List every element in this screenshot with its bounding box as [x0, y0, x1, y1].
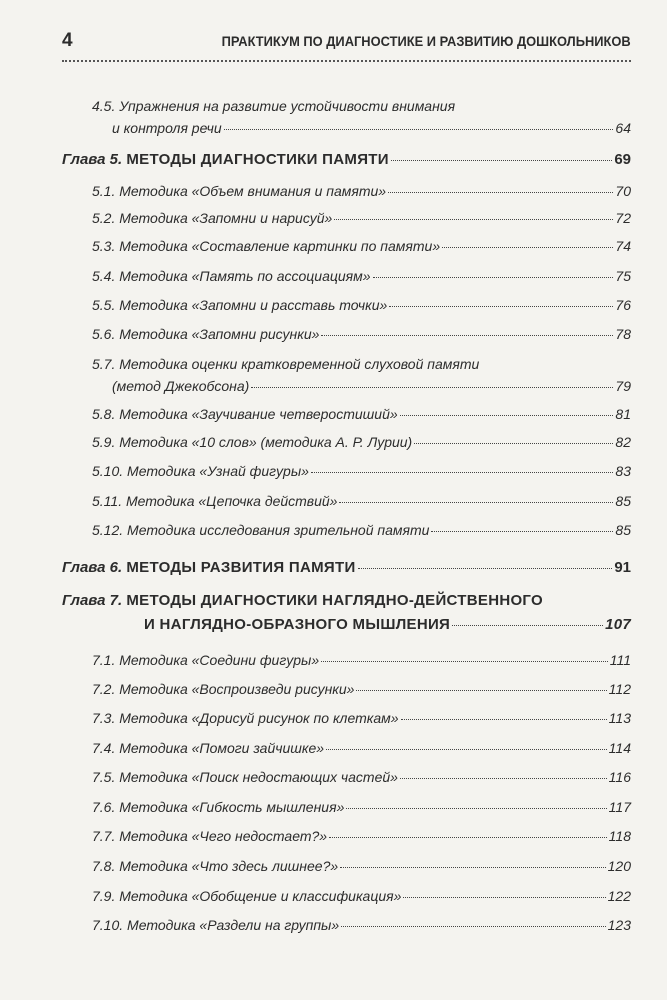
toc-entry-title: 5.11. Методика «Цепочка действий» [92, 493, 338, 509]
toc-entry-title: и контроля речи [112, 120, 222, 136]
dot-leader [321, 335, 613, 336]
toc-entry-title: 5.3. Методика «Составление картинки по памяти» [92, 238, 441, 254]
dot-leader [346, 808, 606, 809]
toc-entry-title: 5.10. Методика «Узнай фигуры» [92, 463, 309, 479]
dot-leader [251, 387, 613, 388]
toc-entry [92, 98, 631, 114]
dot-leader [403, 897, 605, 898]
toc-entry-title: 7.10. Методика «Раздели на группы» [92, 917, 340, 933]
dot-leader [339, 502, 613, 503]
dot-leader [401, 719, 607, 720]
toc-entry-title: 7.7. Методика «Чего недостает?» [92, 828, 328, 844]
toc-entry-title: 7.8. Методика «Что здесь лишнее?» [92, 858, 339, 874]
chapter-label: Глава 5. [62, 151, 123, 168]
toc-chapter [62, 592, 631, 609]
toc-entry-page: 114 [608, 740, 631, 756]
dot-leader [329, 837, 607, 838]
toc-entry-page: 69 [614, 151, 631, 168]
toc-entry [92, 917, 631, 933]
toc-entry-title: 5.2. Методика «Запомни и нарисуй» [92, 210, 333, 226]
dot-leader [326, 749, 607, 750]
dot-leader [358, 568, 613, 569]
toc-entry-title: (метод Джекобсона) [112, 378, 250, 394]
toc-entry-title: 5.9. Методика «10 слов» (методика А. Р. Лурии) [92, 434, 413, 450]
toc-entry [92, 183, 631, 199]
toc-entry [92, 297, 631, 313]
chapter-label: Глава 6. [62, 559, 123, 576]
toc-entry [92, 888, 631, 904]
toc-entry-page: 83 [615, 463, 631, 479]
toc-entry [92, 268, 631, 284]
dot-leader [388, 192, 613, 193]
toc-entry-page: 111 [609, 652, 631, 668]
toc-entry-page: 70 [615, 183, 631, 199]
toc-entry [92, 326, 631, 342]
toc-entry-page: 79 [615, 378, 631, 394]
dot-leader [389, 306, 613, 307]
toc-entry-page: 81 [615, 406, 631, 422]
toc-entry-page: 85 [615, 493, 631, 509]
toc-entry [92, 210, 631, 226]
toc-entry [92, 406, 631, 422]
toc-entry [92, 681, 631, 697]
toc-entry [92, 434, 631, 450]
toc-entry-page: 123 [607, 917, 631, 933]
toc-chapter-continued [144, 616, 631, 633]
toc-entry-page: 82 [615, 434, 631, 450]
toc-entry [92, 799, 631, 815]
toc-entry [92, 356, 631, 372]
toc-entry-title: 5.1. Методика «Объем внимания и памяти» [92, 183, 387, 199]
toc-entry-title: 7.9. Методика «Обобщение и классификация» [92, 888, 402, 904]
toc-entry [92, 463, 631, 479]
running-title: ПРАКТИКУМ ПО ДИАГНОСТИКЕ И РАЗВИТИЮ ДОШКОЛЬНИКОВ [221, 33, 631, 49]
toc-entry-page: 112 [608, 681, 631, 697]
toc-entry-page: 107 [605, 616, 631, 633]
toc-entry-page: 85 [615, 522, 631, 538]
toc-entry [112, 378, 631, 394]
dot-leader [373, 277, 614, 278]
dot-leader [356, 690, 606, 691]
toc-entry [92, 652, 631, 668]
page-number: 4 [62, 30, 73, 51]
toc-entry-title: 7.5. Методика «Поиск недостающих частей» [92, 769, 398, 785]
toc-entry-page: 117 [608, 799, 631, 815]
toc-entry-title: 5.6. Методика «Запомни рисунки» [92, 326, 320, 342]
toc-entry-title: 5.8. Методика «Заучивание четверостиший» [92, 406, 398, 422]
chapter-title: МЕТОДЫ ДИАГНОСТИКИ ПАМЯТИ [126, 151, 389, 168]
toc-entry [112, 120, 631, 136]
toc-chapter [62, 559, 631, 576]
toc-entry-title: 5.7. Методика оценки кратковременной слуховой памяти [92, 356, 480, 372]
dot-leader [442, 247, 613, 248]
toc-entry-title: 7.4. Методика «Помоги зайчишке» [92, 740, 325, 756]
dot-leader [311, 472, 613, 473]
toc-entry-title: 7.3. Методика «Дорисуй рисунок по клеткам» [92, 710, 399, 726]
toc-entry-title: 5.12. Методика исследования зрительной памяти [92, 522, 430, 538]
toc-entry-page: 118 [608, 828, 631, 844]
dot-leader [334, 219, 613, 220]
toc-entry [92, 238, 631, 254]
toc-entry [92, 710, 631, 726]
toc-entry-page: 78 [615, 326, 631, 342]
toc-entry [92, 828, 631, 844]
toc-entry-page: 76 [615, 297, 631, 313]
dot-leader [400, 778, 607, 779]
toc-entry-title: 7.6. Методика «Гибкость мышления» [92, 799, 345, 815]
toc-chapter [62, 151, 631, 168]
dot-leader [340, 867, 605, 868]
toc-entry [92, 493, 631, 509]
toc-entry [92, 769, 631, 785]
chapter-title: МЕТОДЫ РАЗВИТИЯ ПАМЯТИ [126, 559, 356, 576]
toc-entry-title: 5.5. Методика «Запомни и расставь точки» [92, 297, 388, 313]
toc-entry-page: 74 [615, 238, 631, 254]
toc-entry-page: 116 [608, 769, 631, 785]
toc-entry-page: 64 [615, 120, 631, 136]
chapter-title: И НАГЛЯДНО-ОБРАЗНОГО МЫШЛЕНИЯ [144, 616, 451, 633]
dot-leader [414, 443, 613, 444]
dot-leader [431, 531, 613, 532]
toc-entry-page: 72 [615, 210, 631, 226]
toc-entry-page: 122 [607, 888, 631, 904]
toc-entry-title: 4.5. Упражнения на развитие устойчивости внимания [92, 98, 456, 114]
toc-entry [92, 740, 631, 756]
dot-leader [321, 661, 608, 662]
dot-leader [391, 160, 612, 161]
chapter-title: МЕТОДЫ ДИАГНОСТИКИ НАГЛЯДНО-ДЕЙСТВЕННОГО [126, 592, 544, 609]
dot-leader [341, 926, 606, 927]
toc-entry-page: 91 [614, 559, 631, 576]
toc-entry [92, 522, 631, 538]
toc-entry-page: 120 [607, 858, 631, 874]
toc-entry-page: 113 [608, 710, 631, 726]
toc-entry-title: 7.2. Методика «Воспроизведи рисунки» [92, 681, 355, 697]
chapter-label: Глава 7. [62, 592, 123, 609]
dot-leader [452, 625, 603, 626]
toc-entry-title: 5.4. Методика «Память по ассоциациям» [92, 268, 371, 284]
dot-leader [400, 415, 614, 416]
toc-entry-title: 7.1. Методика «Соедини фигуры» [92, 652, 320, 668]
toc-entry [92, 858, 631, 874]
toc-entry-page: 75 [615, 268, 631, 284]
dot-leader [224, 129, 614, 130]
